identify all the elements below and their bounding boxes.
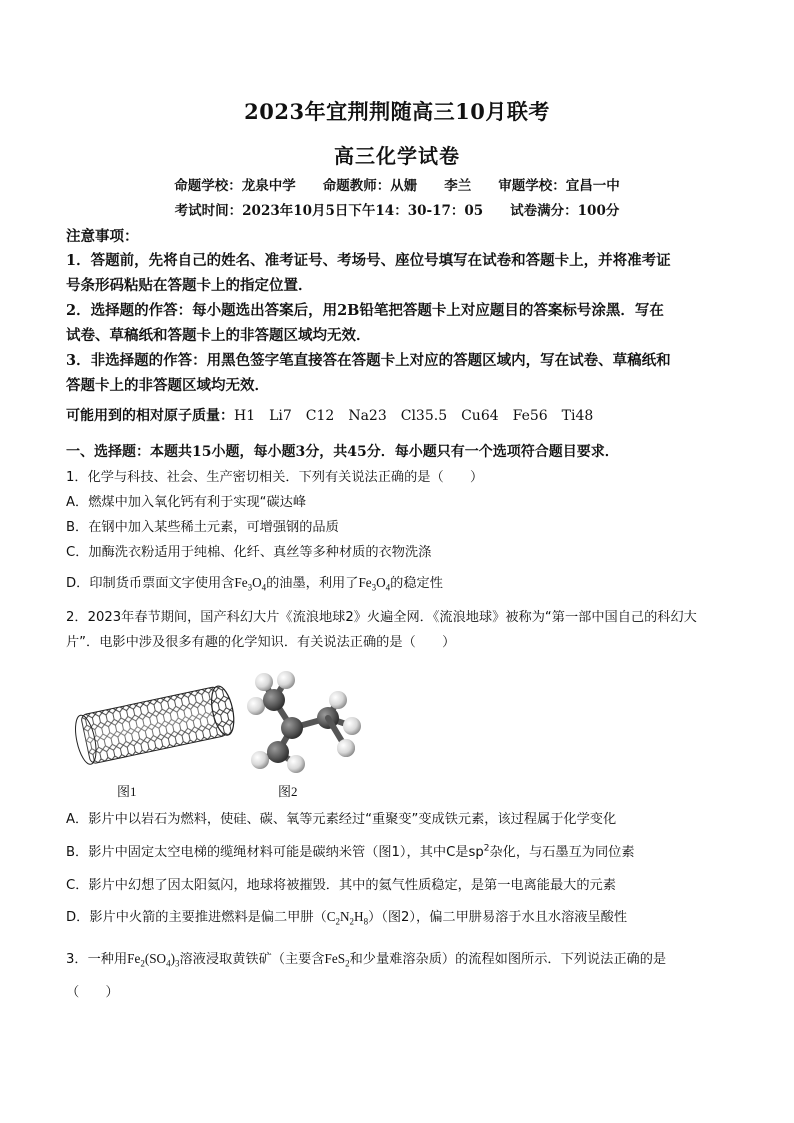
section-heading: 一、选择题：本题共15小题，每小题3分，共45分．每小题只有一个选项符合题目要求． xyxy=(66,444,619,460)
q3-text-1: 3．一种用 xyxy=(66,952,128,967)
notice-heading: 注意事项： xyxy=(66,228,139,245)
dimethylhydrazine-model-figure xyxy=(242,668,370,778)
notice-item-3-line-2: 答题卡上的非答题区域均无效． xyxy=(66,377,269,394)
q1-d-text-3: 的稳定性 xyxy=(390,576,443,591)
formula-c2n2h8: $C_2N_2H_8$ xyxy=(326,909,369,927)
q2-option-c: C．影片中幻想了因太阳氦闪，地球将被摧毁．其中的氦气性质稳定，是第一电离能最大的元素 xyxy=(66,878,616,893)
q1-d-text-1: D．印制货币票面文字使用含 xyxy=(66,576,235,591)
q2-option-d xyxy=(66,906,738,927)
figure-1-caption: 图1 xyxy=(117,784,137,799)
q1-option-d xyxy=(66,572,738,593)
formula-fe3o4: $Fe_3O_4$ xyxy=(234,575,267,593)
q2-option-a: A．影片中以岩石为燃料，使硅、碳、氧等元素经过“重聚变”变成铁元素，该过程属于化学变化 xyxy=(66,812,617,827)
q2-option-b xyxy=(66,841,738,860)
q3-text-2: 溶液浸取黄铁矿（主要含 xyxy=(179,952,325,967)
notice-item-1-line-1: 1．答题前，先将自己的姓名、准考证号、考场号、座位号填写在试卷和答题卡上，并将准考证 xyxy=(66,252,671,269)
notice-item-1-line-2: 号条形码粘贴在答题卡上的指定位置． xyxy=(66,277,313,294)
atomic-mass-label: 可能用到的相对原子质量： xyxy=(66,408,234,424)
carbon-nanotube-figure xyxy=(74,678,236,770)
formula-fes2: FeS$_2$ xyxy=(324,951,350,969)
exam-authors: 命题学校：龙泉中学 命题教师：从姗 李兰 审题学校：宜昌一中 xyxy=(174,178,620,194)
q1-option-a: A．燃煤中加入氧化钙有利于实现“碳达峰 xyxy=(66,495,307,510)
exam-time: 考试时间：2023年10月5日下午14：30-17：05 试卷满分：100分 xyxy=(174,203,620,219)
q1-option-c: C．加酶洗衣粉适用于纯棉、化纤、真丝等多种材质的衣物洗涤 xyxy=(66,545,432,560)
notice-item-2-line-2: 试卷、草稿纸和答题卡上的非答题区域均无效． xyxy=(66,327,371,344)
q3-stem-line-1 xyxy=(66,948,738,969)
q2-d-text-1: D．影片中火箭的主要推进燃料是偏二甲肼（ xyxy=(66,910,327,925)
figure-2-caption: 图2 xyxy=(278,784,298,799)
q2-stem-line-2: 片”．电影中涉及很多有趣的化学知识．有关说法正确的是（ ） xyxy=(66,635,456,650)
notice-item-3-line-1: 3．非选择题的作答：用黑色签字笔直接答在答题卡上对应的答题区域内，写在试卷、草稿纸和 xyxy=(66,352,671,369)
formula-fe2so43: $Fe_2(SO_4)_3$ xyxy=(127,951,180,969)
q3-stem-line-2: （ ） xyxy=(66,985,119,1000)
notice-item-2-line-1: 2．选择题的作答：每小题选出答案后，用2B铅笔把答题卡上对应题目的答案标号涂黑．写在 xyxy=(66,302,664,319)
q1-option-b: B．在钢中加入某些稀土元素，可增强钢的品质 xyxy=(66,520,339,535)
atomic-mass-values: H1 Li7 C12 Na23 Cl35.5 Cu64 Fe56 Ti48 xyxy=(234,408,594,424)
q1-d-text-2: 的油墨，利用了 xyxy=(266,576,359,591)
atomic-mass-line xyxy=(66,405,738,425)
exam-subtitle: 高三化学试卷 xyxy=(334,144,460,168)
q2-stem-line-1: 2．2023年春节期间，国产科幻大片《流浪地球2》火遍全网．《流浪地球》被称为“第一部中国自己的科幻大 xyxy=(66,610,697,625)
q2-b-superscript: 2 xyxy=(483,843,490,854)
q2-b-text-1: B．影片中固定太空电梯的缆绳材料可能是碳纳米管（图1），其中C是sp xyxy=(66,845,484,860)
q2-d-text-2: ）（图2），偏二甲肼易溶于水且水溶液呈酸性 xyxy=(368,910,628,925)
formula-fe3o4: $Fe_3O_4$ xyxy=(358,575,391,593)
q2-b-text-2: 杂化，与石墨互为同位素 xyxy=(489,845,635,860)
exam-title: 2023年宜荆荆随高三10月联考 xyxy=(244,99,550,124)
q3-text-3: 和少量难溶杂质）的流程如图所示．下列说法正确的是 xyxy=(349,952,667,967)
q1-stem: 1．化学与科技、社会、生产密切相关．下列有关说法正确的是（ ） xyxy=(66,470,484,485)
